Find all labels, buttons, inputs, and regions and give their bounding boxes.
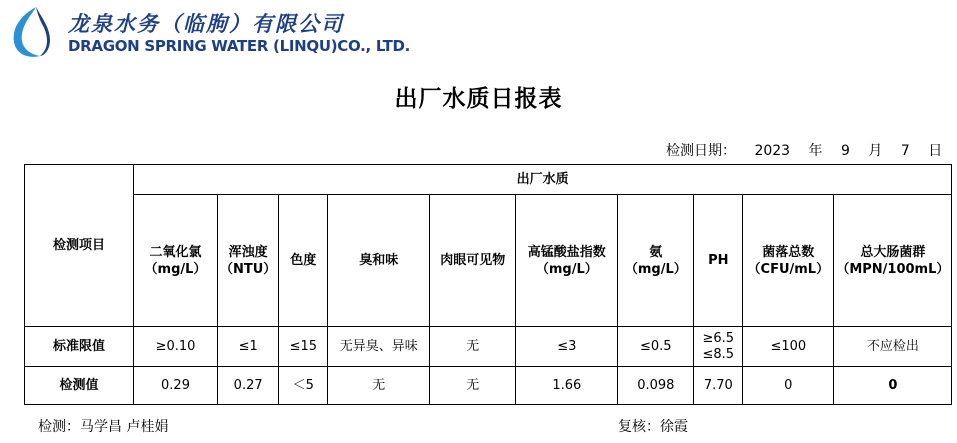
date-day-unit: 日 (928, 143, 943, 159)
table-cell: ≥6.5 ≤8.5 (694, 327, 743, 367)
column-header: PH (694, 195, 743, 327)
table-cell: 0.29 (134, 367, 218, 405)
column-header: 肉眼可见物 (430, 195, 516, 327)
report-title: 出厂水质日报表 (394, 86, 563, 112)
table-cell: 无异臭、异味 (328, 327, 430, 367)
date-day: 7 (900, 143, 910, 159)
column-header: 总大肠菌群 （MPN/100mL） (834, 195, 952, 327)
column-header: 浑浊度 （NTU） (218, 195, 279, 327)
company-name-en: DRAGON SPRING WATER (LINQU)CO., LTD. (68, 37, 411, 55)
reviewer-signature: 复核：徐霞 (618, 419, 688, 435)
table-cell: 无 (430, 367, 516, 405)
date-year: 2023 (754, 143, 791, 159)
table-cell: ＜5 (279, 367, 328, 405)
tester-signature: 检测：马学昌 卢桂娟 (38, 419, 169, 435)
table-row (25, 367, 952, 405)
table-cell: ≤15 (279, 327, 328, 367)
date-year-unit: 年 (808, 143, 823, 159)
table-cell: 无 (430, 327, 516, 367)
table-cell: 无 (328, 367, 430, 405)
table-cell: 0.098 (618, 367, 694, 405)
table-cell: ≤0.5 (618, 327, 694, 367)
company-logo (6, 4, 411, 60)
table-cell: 0.27 (218, 367, 279, 405)
column-header: 菌落总数 （CFU/mL） (743, 195, 834, 327)
table-cell: 0 (834, 367, 952, 405)
column-header: 色度 (279, 195, 328, 327)
table-cell: ≤100 (743, 327, 834, 367)
column-header: 二氧化氯 （mg/L） (134, 195, 218, 327)
group-header-cell: 出厂水质 (134, 165, 952, 195)
column-header: 氨 （mg/L） (618, 195, 694, 327)
table-cell: 不应检出 (834, 327, 952, 367)
table-row (25, 327, 952, 367)
water-quality-table (24, 164, 952, 405)
date-month-unit: 月 (868, 143, 883, 159)
row-label: 标准限值 (25, 327, 134, 367)
date-month: 9 (841, 143, 850, 159)
table-cell: ≤1 (218, 327, 279, 367)
column-header: 高锰酸盐指数 （mg/L） (516, 195, 618, 327)
item-header-cell: 检测项目 (25, 165, 134, 327)
table-cell: 7.70 (694, 367, 743, 405)
company-name-cn: 龙泉水务（临朐）有限公司 (68, 12, 344, 36)
table-cell: 0 (743, 367, 834, 405)
table-cell: ≤3 (516, 327, 618, 367)
column-header: 臭和味 (328, 195, 430, 327)
table-cell: ≥0.10 (134, 327, 218, 367)
water-drop-logo-icon (6, 4, 62, 60)
table-cell: 1.66 (516, 367, 618, 405)
date-label: 检测日期： (666, 143, 736, 159)
row-label: 检测值 (25, 367, 134, 405)
inspection-date (666, 140, 942, 160)
